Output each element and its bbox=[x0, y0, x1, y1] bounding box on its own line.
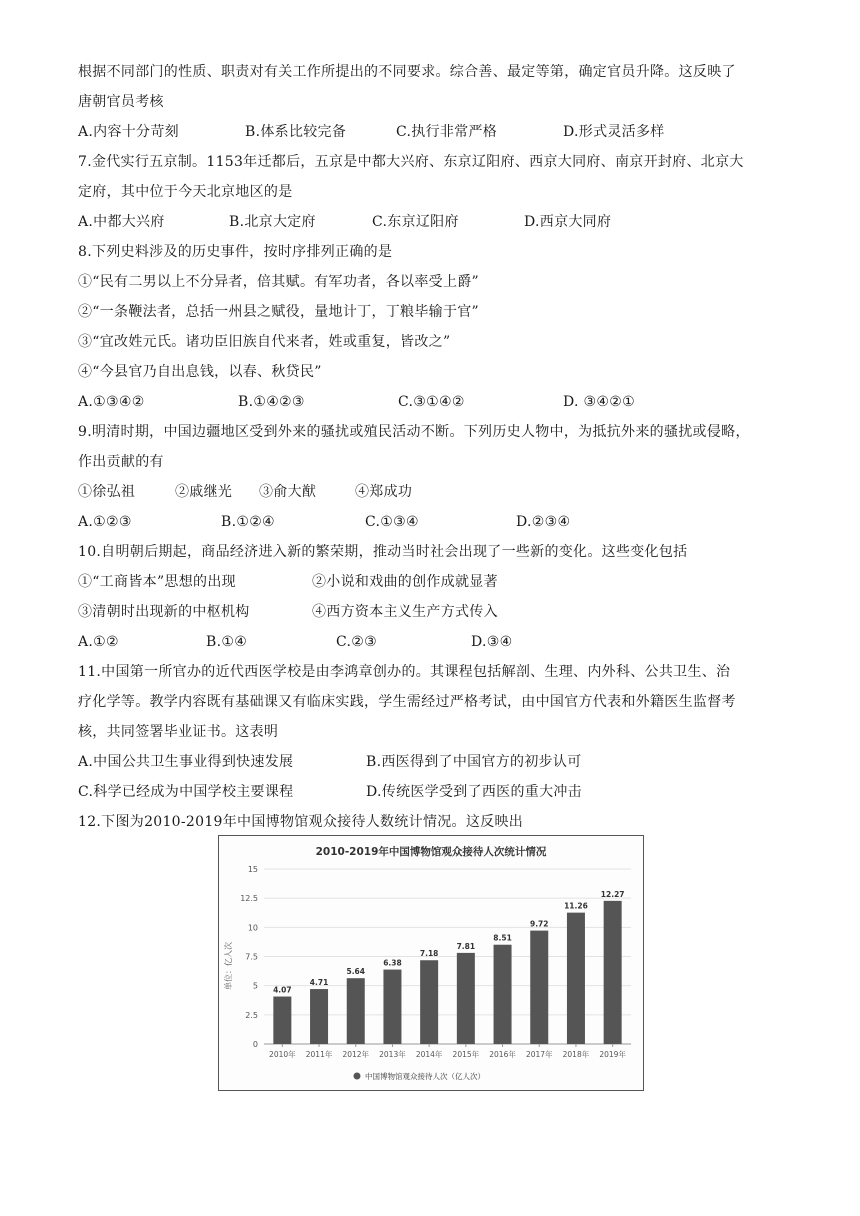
q9-option-d: D.②③④ bbox=[516, 514, 571, 530]
q9-option-b: B.①②④ bbox=[221, 514, 275, 530]
q8-stem: 8.下列史料涉及的历史事件，按时序排列正确的是 bbox=[78, 244, 393, 260]
q12-stem: 12.下图为2010-2019年中国博物馆观众接待人数统计情况。这反映出 bbox=[78, 814, 524, 830]
q9-options bbox=[78, 512, 790, 532]
q6-stem-line1: 根据不同部门的性质、职责对有关工作所提出的不同要求。综合善、最定等第，确定官员升降。这反映了 bbox=[78, 64, 736, 80]
museum-visitors-chart bbox=[218, 835, 644, 1091]
bar bbox=[457, 953, 475, 1044]
x-tick-label: 2010年 bbox=[269, 1050, 296, 1059]
q11-option-b: B.西医得到了中国官方的初步认可 bbox=[366, 754, 582, 770]
q8-option-d: D. ③④②① bbox=[563, 394, 635, 410]
legend-marker bbox=[354, 1073, 361, 1080]
q7-option-d: D.西京大同府 bbox=[524, 214, 612, 230]
bar bbox=[420, 960, 438, 1044]
q6-option-c: C.执行非常严格 bbox=[396, 124, 498, 140]
q10-items-row2 bbox=[78, 602, 790, 622]
data-label: 8.51 bbox=[493, 933, 512, 943]
q8-option-b: B.①④②③ bbox=[238, 394, 305, 410]
x-tick-label: 2014年 bbox=[415, 1050, 443, 1059]
q7-option-a: A.中都大兴府 bbox=[78, 214, 165, 230]
q7-option-c: C.东京辽阳府 bbox=[372, 214, 459, 230]
x-tick-label: 2018年 bbox=[562, 1050, 590, 1059]
q9-person-3: ③俞大猷 bbox=[259, 484, 317, 500]
q9-people bbox=[78, 482, 790, 502]
bar bbox=[567, 913, 585, 1044]
data-label: 6.38 bbox=[383, 958, 402, 968]
q6-option-d: D.形式灵活多样 bbox=[563, 124, 665, 140]
x-tick-label: 2019年 bbox=[599, 1050, 626, 1059]
q9-person-4: ④郑成功 bbox=[355, 484, 413, 500]
q11-option-a: A.中国公共卫生事业得到快速发展 bbox=[78, 754, 294, 770]
q8-material-1: ①“民有二男以上不分异者，倍其赋。有军功者，各以率受上爵” bbox=[78, 274, 480, 290]
data-label: 4.07 bbox=[273, 985, 292, 995]
q9-option-c: C.①③④ bbox=[365, 514, 419, 530]
q7-options bbox=[78, 212, 790, 232]
bar-chart-svg bbox=[219, 836, 643, 1090]
bar bbox=[310, 989, 328, 1044]
q7-stem-line1: 7.金代实行五京制。1153年迁都后，五京是中都大兴府、东京辽阳府、西京大同府、南京开封府、北京大 bbox=[78, 154, 744, 170]
q9-stem-line2: 作出贡献的有 bbox=[78, 454, 164, 470]
q9-person-1: ①徐弘祖 bbox=[78, 484, 136, 500]
q8-material-2: ②“一条鞭法者，总括一州县之赋役，量地计丁，丁粮毕输于官” bbox=[78, 304, 480, 320]
data-label: 11.26 bbox=[564, 901, 588, 911]
bar bbox=[273, 997, 291, 1044]
q10-option-a: A.①② bbox=[78, 634, 119, 650]
q10-item-1: ①“工商皆本”思想的出现 bbox=[78, 574, 236, 590]
x-tick-label: 2011年 bbox=[305, 1050, 333, 1059]
q11-option-c: C.科学已经成为中国学校主要课程 bbox=[78, 784, 294, 800]
q10-item-3: ③清朝时出现新的中枢机构 bbox=[78, 604, 250, 620]
y-tick-label: 10 bbox=[247, 923, 258, 933]
q10-items-row1 bbox=[78, 572, 790, 592]
y-tick-label: 15 bbox=[247, 865, 258, 874]
q11-options-ab bbox=[78, 752, 790, 772]
q10-item-2: ②小说和戏曲的创作成就显著 bbox=[312, 574, 498, 590]
y-tick-label: 12.5 bbox=[240, 894, 258, 904]
q11-stem-line2: 疗化学等。教学内容既有基础课又有临床实践，学生需经过严格考试，由中国官方代表和外籍医生监督考 bbox=[78, 694, 736, 710]
q8-options bbox=[78, 392, 790, 412]
q7-option-b: B.北京大定府 bbox=[229, 214, 316, 230]
q10-option-d: D.③④ bbox=[471, 634, 513, 650]
y-tick-label: 5 bbox=[252, 981, 258, 991]
q10-options bbox=[78, 632, 790, 652]
q8-option-c: C.③①④② bbox=[398, 394, 465, 410]
data-label: 7.18 bbox=[419, 949, 439, 959]
q9-stem-line1: 9.明清时期，中国边疆地区受到外来的骚扰或殖民活动不断。下列历史人物中，为抵抗外来的骚扰或侵略， bbox=[78, 424, 750, 440]
q10-item-4: ④西方资本主义生产方式传入 bbox=[312, 604, 498, 620]
exam-page bbox=[78, 62, 790, 842]
q8-option-a: A.①③④② bbox=[78, 394, 145, 410]
y-tick-label: 7.5 bbox=[245, 952, 258, 962]
data-label: 7.81 bbox=[456, 941, 476, 951]
q6-option-a: A.内容十分苛刻 bbox=[78, 124, 179, 140]
bar bbox=[383, 970, 401, 1044]
q7-stem-line2: 定府，其中位于今天北京地区的是 bbox=[78, 184, 293, 200]
bar bbox=[494, 945, 512, 1044]
x-tick-label: 2017年 bbox=[525, 1050, 553, 1059]
q6-options bbox=[78, 122, 790, 142]
data-label: 4.71 bbox=[309, 978, 329, 988]
q11-option-d: D.传统医学受到了西医的重大冲击 bbox=[366, 784, 582, 800]
bar bbox=[347, 978, 365, 1044]
y-tick-label: 0 bbox=[252, 1040, 258, 1049]
q11-options-cd bbox=[78, 782, 790, 802]
x-tick-label: 2013年 bbox=[379, 1050, 406, 1059]
q8-material-3: ③“宜改姓元氏。诸功臣旧族自代来者，姓或重复，皆改之” bbox=[78, 334, 451, 350]
bar bbox=[604, 901, 622, 1044]
data-label: 12.27 bbox=[600, 889, 625, 899]
chart-ylabel: 单位：亿人次 bbox=[224, 942, 233, 990]
q10-stem: 10.自明朝后期起，商品经济进入新的繁荣期，推动当时社会出现了一些新的变化。这些变化包括 bbox=[78, 544, 688, 560]
data-label: 5.64 bbox=[346, 967, 366, 977]
y-tick-label: 2.5 bbox=[245, 1010, 258, 1020]
data-label: 9.72 bbox=[529, 919, 549, 929]
q9-option-a: A.①②③ bbox=[78, 514, 132, 530]
x-tick-label: 2015年 bbox=[452, 1050, 480, 1059]
x-tick-label: 2012年 bbox=[342, 1050, 370, 1059]
q9-person-2: ②戚继光 bbox=[175, 484, 233, 500]
bar bbox=[530, 931, 548, 1044]
chart-title: 2010-2019年中国博物馆观众接待人次统计情况 bbox=[315, 846, 547, 858]
q6-option-b: B.体系比较完备 bbox=[245, 124, 347, 140]
chart-legend-label: 中国博物馆观众接待人次（亿人次） bbox=[365, 1072, 485, 1081]
q11-stem-line3: 核，共同签署毕业证书。这表明 bbox=[78, 724, 279, 740]
x-tick-label: 2016年 bbox=[489, 1050, 516, 1059]
q6-stem-line2: 唐朝官员考核 bbox=[78, 94, 164, 110]
q8-material-4: ④“今县官乃自出息钱，以春、秋贷民” bbox=[78, 364, 322, 380]
q10-option-c: C.②③ bbox=[336, 634, 377, 650]
q10-option-b: B.①④ bbox=[206, 634, 248, 650]
q11-stem-line1: 11.中国第一所官办的近代西医学校是由李鸿章创办的。其课程包括解剖、生理、内外科、公共卫生、治 bbox=[78, 664, 731, 680]
